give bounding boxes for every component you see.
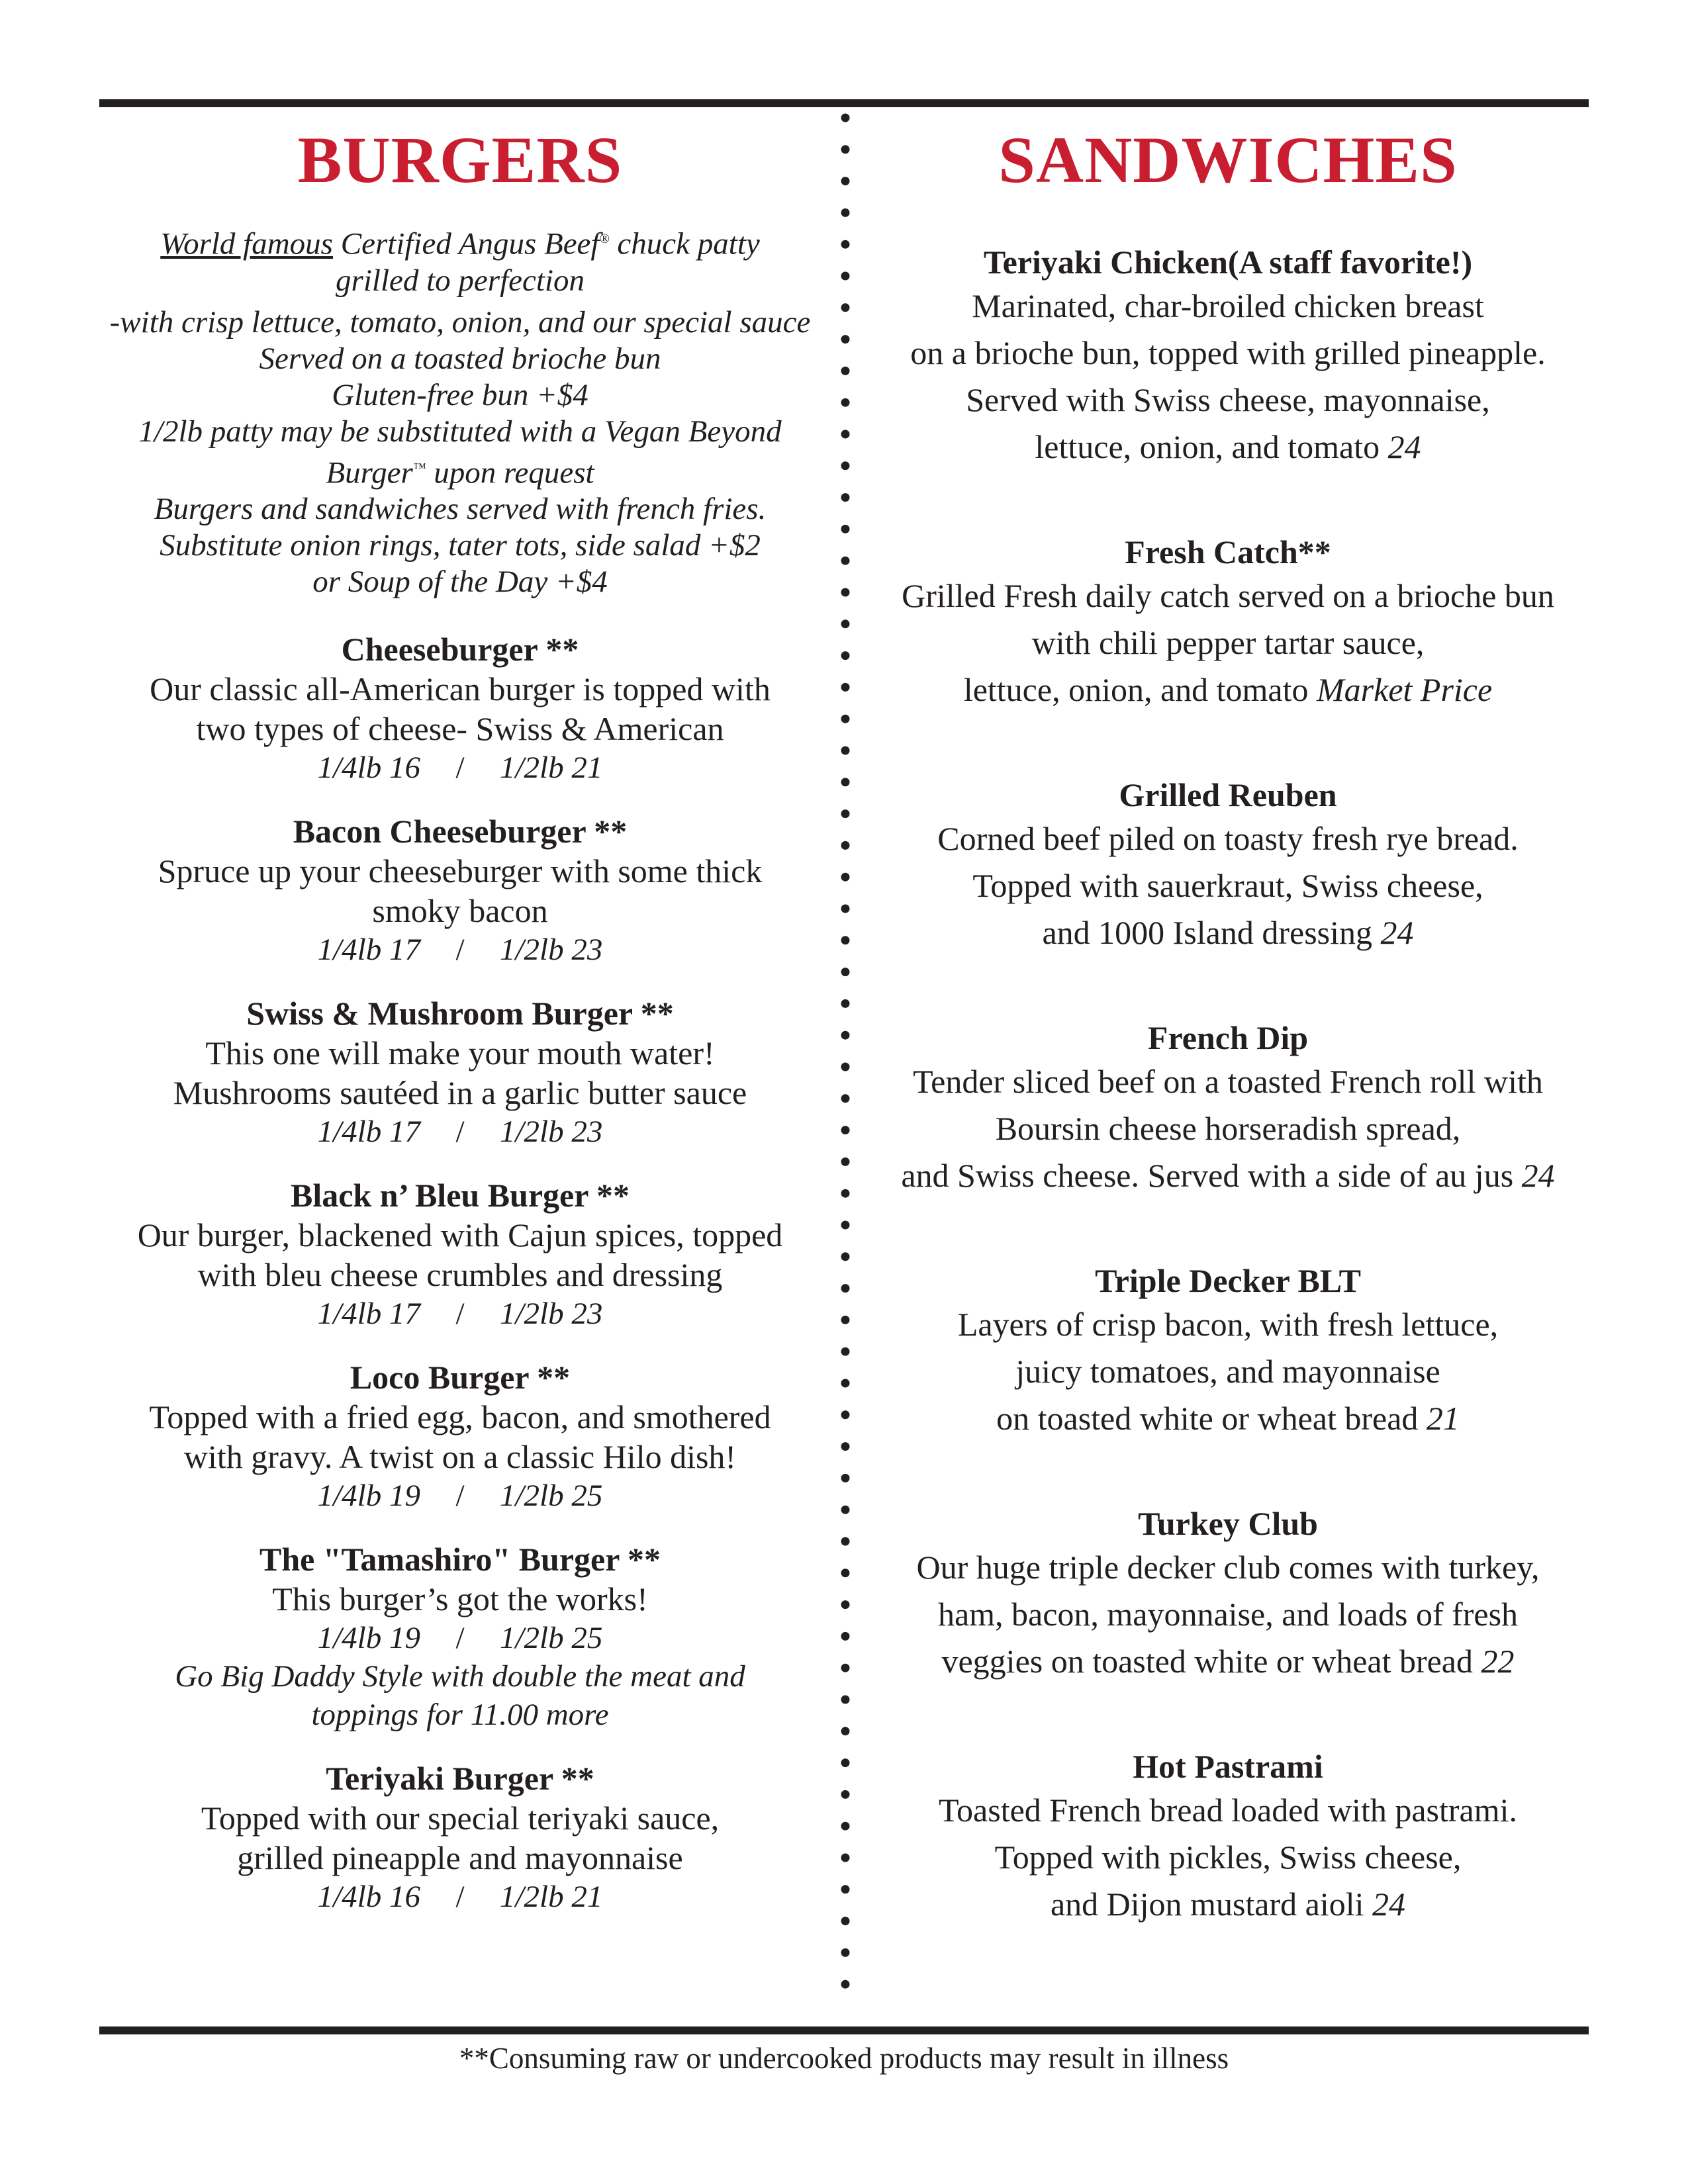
- divider-dot: [841, 999, 850, 1008]
- divider-dot: [841, 1031, 850, 1040]
- divider-dot: [841, 1410, 850, 1419]
- divider-dot: [841, 841, 850, 850]
- intro-line: -with crisp lettuce, tomato, onion, and our special sauce: [109, 304, 811, 340]
- item-description: Topped with our special teriyaki sauce,: [201, 1799, 720, 1837]
- item-description: Tender sliced beef on a toasted French roll with: [913, 1063, 1543, 1100]
- divider-dot: [841, 145, 850, 154]
- intro-line: Burger™ upon request: [326, 455, 594, 490]
- divider-dot: [841, 1316, 850, 1324]
- intro-line: Substitute onion rings, tater tots, side salad +$2: [160, 528, 761, 563]
- item-description: and Swiss cheese. Served with a side of au jus 24: [901, 1157, 1555, 1194]
- divider-dot: [841, 1600, 850, 1609]
- item-description: Our huge triple decker club comes with turkey,: [916, 1549, 1540, 1586]
- item-price: 1/4lb 16 / 1/2lb 21: [317, 1880, 603, 1915]
- intro-line: Served on a toasted brioche bun: [259, 341, 661, 376]
- divider-dot: [841, 1284, 850, 1293]
- item-description: and Dijon mustard aioli 24: [1050, 1886, 1406, 1923]
- item-price: 1/4lb 16 / 1/2lb 21: [317, 751, 603, 786]
- item-description: two types of cheese- Swiss & American: [196, 710, 724, 748]
- item-description: veggies on toasted white or wheat bread 22: [941, 1643, 1515, 1680]
- burger-item-tamashiro: [106, 1539, 814, 1734]
- divider-dot: [841, 1885, 850, 1893]
- divider-dot: [841, 525, 850, 533]
- divider-dot: [841, 778, 850, 786]
- item-price: 1/4lb 19 / 1/2lb 25: [317, 1621, 603, 1656]
- top-rule: [99, 99, 1589, 107]
- burger-item-bacon-cheeseburger: [106, 811, 814, 969]
- item-description: Our burger, blackened with Cajun spices, topped: [137, 1216, 783, 1254]
- divider-dot: [841, 936, 850, 944]
- divider-dot: [841, 619, 850, 628]
- item-description: lettuce, onion, and tomato Market Price: [963, 671, 1493, 708]
- item-price: 1/4lb 17 / 1/2lb 23: [317, 1115, 603, 1150]
- burgers-column: [106, 120, 814, 1916]
- divider-dot: [841, 747, 850, 755]
- divider-dot: [841, 114, 850, 122]
- divider-dot: [841, 1158, 850, 1166]
- sandwich-item-hot-pastrami: [867, 1746, 1589, 1928]
- item-name: Teriyaki Burger **: [326, 1760, 594, 1797]
- intro-line: grilled to perfection: [336, 263, 585, 298]
- divider-dot: [841, 1822, 850, 1831]
- divider-dot: [841, 1569, 850, 1577]
- sandwich-item-grilled-reuben: [867, 774, 1589, 956]
- item-description: Spruce up your cheeseburger with some thick: [158, 852, 763, 890]
- divider-dot: [841, 177, 850, 185]
- item-name: Teriyaki Chicken(A staff favorite!): [983, 244, 1473, 281]
- burger-item-swiss-mushroom: [106, 993, 814, 1151]
- divider-dot: [841, 1917, 850, 1925]
- divider-dot: [841, 1252, 850, 1261]
- divider-dot: [841, 272, 850, 281]
- divider-dot: [841, 651, 850, 660]
- item-description: grilled pineapple and mayonnaise: [237, 1839, 683, 1877]
- item-description: lettuce, onion, and tomato 24: [1035, 428, 1421, 465]
- divider-dot: [841, 1442, 850, 1451]
- divider-dot: [841, 208, 850, 217]
- intro-line: or Soup of the Day +$4: [312, 565, 608, 600]
- divider-dot: [841, 303, 850, 312]
- item-description: Served with Swiss cheese, mayonnaise,: [966, 381, 1490, 418]
- divider-dot: [841, 461, 850, 470]
- divider-dot: [841, 1537, 850, 1546]
- item-name: Loco Burger **: [350, 1359, 571, 1396]
- divider-dot: [841, 240, 850, 249]
- item-name: The "Tamashiro" Burger **: [259, 1541, 661, 1578]
- item-name: Triple Decker BLT: [1095, 1262, 1361, 1299]
- item-price: 1/4lb 19 / 1/2lb 25: [317, 1479, 603, 1514]
- item-description: Topped with sauerkraut, Swiss cheese,: [972, 867, 1483, 904]
- sandwich-item-fresh-catch: [867, 531, 1589, 713]
- burger-item-teriyaki: [106, 1758, 814, 1916]
- burger-item-loco: [106, 1357, 814, 1515]
- intro-line: Burgers and sandwiches served with french fries.: [154, 492, 767, 527]
- sandwich-item-teriyaki-chicken: [867, 242, 1589, 471]
- item-upsell: Go Big Daddy Style with double the meat and: [175, 1659, 745, 1694]
- item-description: Mushrooms sautéed in a garlic butter sauce: [173, 1074, 747, 1112]
- item-description: Corned beef piled on toasty fresh rye bread.: [937, 820, 1519, 857]
- item-description: on a brioche bun, topped with grilled pineapple.: [910, 334, 1546, 371]
- item-name: Cheeseburger **: [341, 631, 579, 668]
- divider-dot: [841, 1664, 850, 1672]
- sandwich-item-french-dip: [867, 1017, 1589, 1199]
- item-name: Bacon Cheeseburger **: [293, 813, 628, 850]
- divider-dot: [841, 1379, 850, 1388]
- item-price: 24: [1521, 1157, 1555, 1194]
- item-name: French Dip: [1147, 1019, 1309, 1056]
- divider-dot: [841, 715, 850, 723]
- sandwich-item-turkey-club: [867, 1503, 1589, 1685]
- divider-dot: [841, 430, 850, 439]
- burger-item-cheeseburger: [106, 629, 814, 787]
- divider-dot: [841, 398, 850, 407]
- item-price: 21: [1426, 1400, 1460, 1437]
- item-description: Topped with a fried egg, bacon, and smothered: [149, 1398, 771, 1436]
- item-upsell: toppings for 11.00 more: [311, 1698, 609, 1733]
- intro-line: World famous Certified Angus Beef® chuck patty: [160, 226, 760, 261]
- divider-dot: [841, 1790, 850, 1799]
- divider-dot: [841, 367, 850, 375]
- item-description: Layers of crisp bacon, with fresh lettuce,: [957, 1306, 1499, 1343]
- item-description: Boursin cheese horseradish spread,: [995, 1110, 1461, 1147]
- divider-dot: [841, 335, 850, 343]
- divider-dot: [841, 1474, 850, 1482]
- divider-dot: [841, 1063, 850, 1071]
- item-name: Grilled Reuben: [1119, 776, 1337, 813]
- burgers-intro: [106, 221, 814, 600]
- item-description: smoky bacon: [372, 892, 548, 930]
- item-description: ham, bacon, mayonnaise, and loads of fresh: [937, 1596, 1519, 1633]
- item-name: Fresh Catch**: [1125, 533, 1331, 570]
- divider-dot: [841, 1221, 850, 1230]
- item-name: Black n’ Bleu Burger **: [290, 1177, 630, 1214]
- burger-item-black-n-bleu: [106, 1175, 814, 1333]
- item-name: Hot Pastrami: [1133, 1748, 1323, 1785]
- item-description: with gravy. A twist on a classic Hilo dish!: [183, 1438, 737, 1476]
- item-description: Topped with pickles, Swiss cheese,: [994, 1839, 1462, 1876]
- item-price: 24: [1372, 1886, 1406, 1923]
- divider-dot: [841, 683, 850, 692]
- divider-dot: [841, 809, 850, 818]
- divider-dot: [841, 588, 850, 597]
- item-name: Swiss & Mushroom Burger **: [246, 995, 674, 1032]
- item-description: Marinated, char-broiled chicken breast: [972, 287, 1484, 324]
- raw-food-disclaimer: **Consuming raw or undercooked products may result in illness: [459, 2042, 1229, 2075]
- sandwich-item-triple-decker-blt: [867, 1260, 1589, 1442]
- divider-dot: [841, 873, 850, 882]
- divider-dot: [841, 1696, 850, 1704]
- item-name: Turkey Club: [1138, 1505, 1318, 1542]
- divider-dot: [841, 905, 850, 913]
- divider-dot: [841, 968, 850, 976]
- divider-dot: [841, 1758, 850, 1767]
- divider-dot: [841, 1347, 850, 1356]
- item-description: and 1000 Island dressing 24: [1042, 914, 1414, 951]
- item-description: This one will make your mouth water!: [205, 1034, 715, 1072]
- intro-line: Gluten-free bun +$4: [332, 377, 588, 412]
- divider-dot: [841, 1506, 850, 1514]
- sandwiches-heading: SANDWICHES: [998, 123, 1458, 197]
- item-price: 24: [1387, 428, 1421, 465]
- item-description: This burger’s got the works!: [272, 1580, 648, 1618]
- divider-dot: [841, 1126, 850, 1134]
- item-price: 24: [1380, 914, 1414, 951]
- divider-dot: [841, 1094, 850, 1103]
- divider-dot: [841, 1189, 850, 1198]
- item-description: Our classic all-American burger is topped with: [150, 670, 771, 708]
- item-description: with bleu cheese crumbles and dressing: [197, 1256, 723, 1294]
- intro-line: 1/2lb patty may be substituted with a Vegan Beyond: [138, 414, 782, 449]
- sandwiches-column: [867, 120, 1589, 1928]
- item-price: Market Price: [1317, 671, 1493, 708]
- divider-dot: [841, 1632, 850, 1641]
- dotted-divider: [841, 113, 850, 2019]
- divider-dot: [841, 1727, 850, 1735]
- item-price: 22: [1481, 1643, 1515, 1680]
- divider-dot: [841, 493, 850, 502]
- item-price: 1/4lb 17 / 1/2lb 23: [317, 933, 603, 968]
- item-price: 1/4lb 17 / 1/2lb 23: [317, 1297, 603, 1332]
- divider-dot: [841, 557, 850, 565]
- item-description: with chili pepper tartar sauce,: [1031, 624, 1425, 661]
- item-description: Grilled Fresh daily catch served on a brioche bun: [902, 577, 1554, 614]
- item-description: on toasted white or wheat bread 21: [996, 1400, 1460, 1437]
- bottom-rule: [99, 2026, 1589, 2034]
- divider-dot: [841, 1854, 850, 1862]
- divider-dot: [841, 1948, 850, 1957]
- divider-dot: [841, 1980, 850, 1989]
- item-description: juicy tomatoes, and mayonnaise: [1015, 1353, 1440, 1390]
- item-description: Toasted French bread loaded with pastrami.: [939, 1792, 1517, 1829]
- burgers-heading: BURGERS: [297, 123, 623, 197]
